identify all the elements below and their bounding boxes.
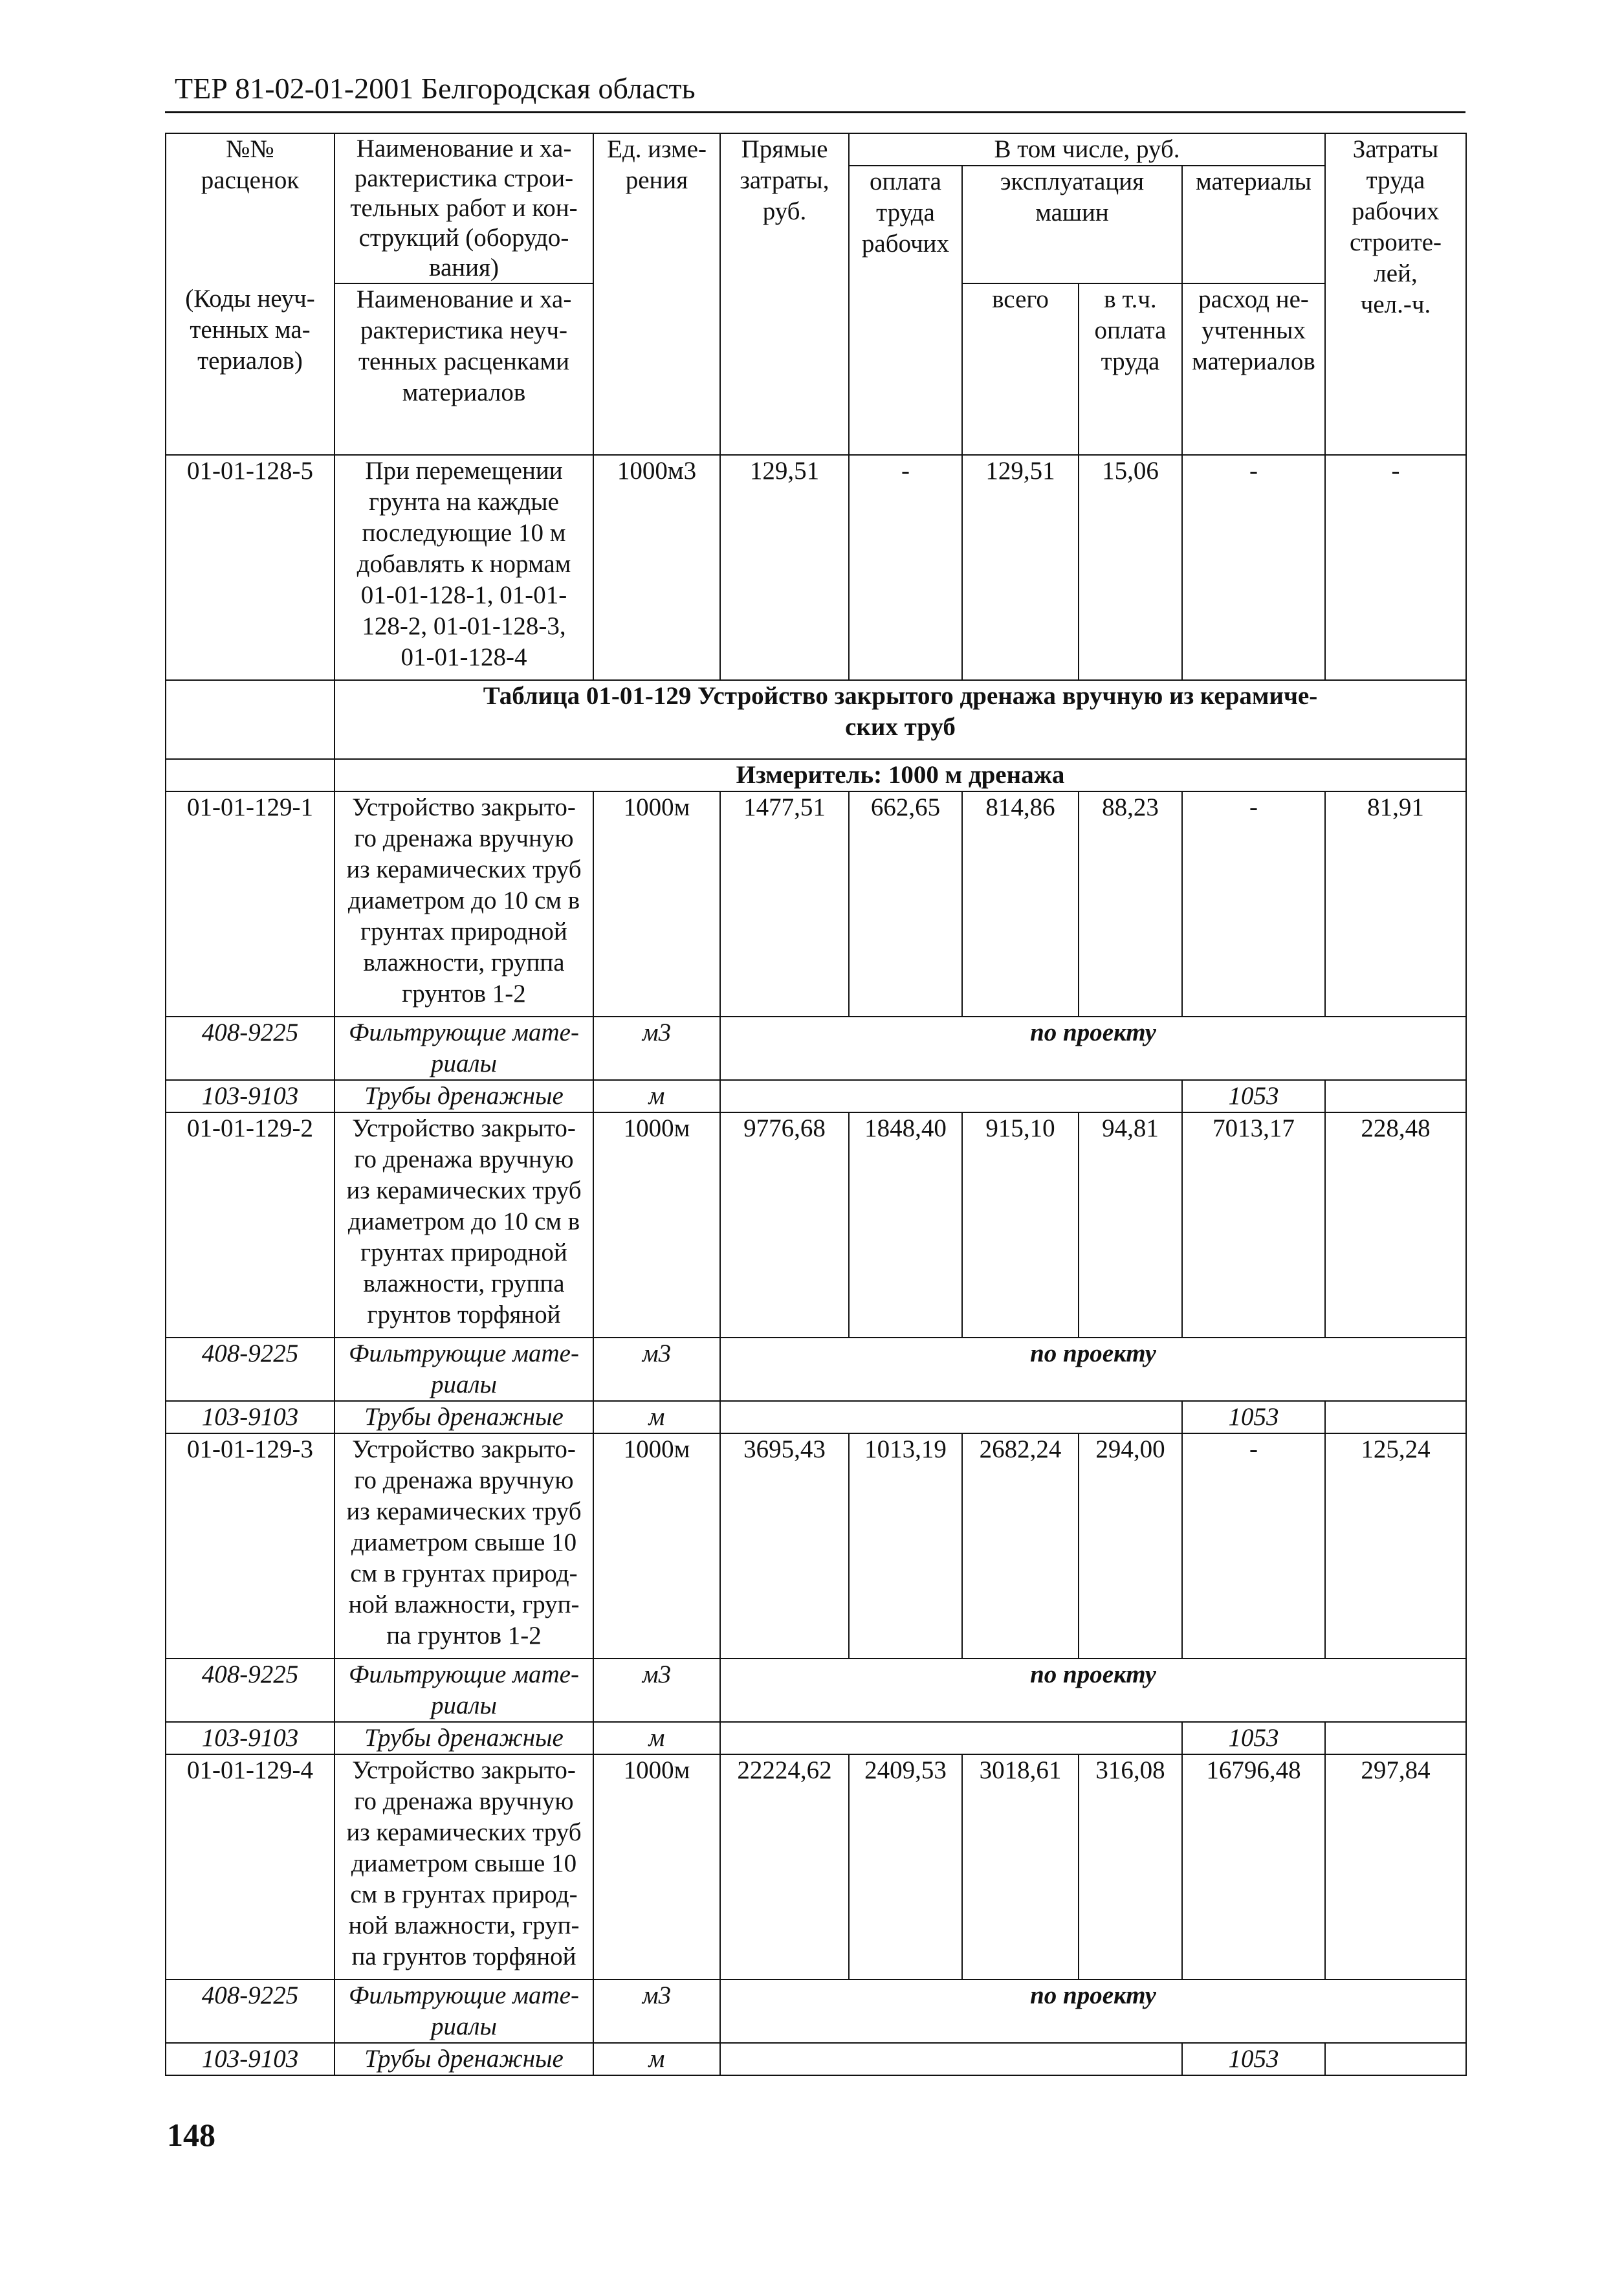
- rate-labor-pay: -: [849, 455, 962, 680]
- header-direct-costs: Прямые затраты, руб.: [720, 133, 849, 455]
- unaccounted-material-row: [166, 1401, 1466, 1433]
- unaccounted-material-row: [166, 1017, 1466, 1080]
- header-unit: Ед. изме- рения: [593, 133, 720, 455]
- rate-materials: -: [1182, 791, 1325, 1017]
- material-code: 103-9103: [166, 1401, 335, 1433]
- rate-row: [166, 791, 1466, 1017]
- rate-name: Устройство закрыто- го дренажа вручную из керамических труб диаметром свыше 10 см в грунтах природ- ной влажности, груп- па грунтов 1-2: [335, 1433, 593, 1659]
- rate-labor-hours: 297,84: [1325, 1754, 1466, 1980]
- rate-machines-total: 814,86: [962, 791, 1079, 1017]
- material-unit: м: [593, 2043, 720, 2075]
- material-code: 103-9103: [166, 2043, 335, 2075]
- unaccounted-material-row: [166, 1659, 1466, 1722]
- rate-unit: 1000м: [593, 791, 720, 1017]
- rate-code: 01-01-129-2: [166, 1112, 335, 1338]
- rate-code: 01-01-129-3: [166, 1433, 335, 1659]
- rate-machines-total: 915,10: [962, 1112, 1079, 1338]
- header-machines-total: всего: [962, 283, 1079, 455]
- material-by-project: по проекту: [720, 1338, 1466, 1401]
- unaccounted-material-row: [166, 1722, 1466, 1754]
- rate-labor-hours: 125,24: [1325, 1433, 1466, 1659]
- rate-labor-pay: 2409,53: [849, 1754, 962, 1980]
- material-code: 408-9225: [166, 1338, 335, 1401]
- rate-name: Устройство закрыто- го дренажа вручную из керамических труб диаметром до 10 см в грунтах природной влажности, группа грунтов 1-2: [335, 791, 593, 1017]
- material-quantity: 1053: [1182, 2043, 1325, 2075]
- rate-unit: 1000м: [593, 1754, 720, 1980]
- rate-labor-pay: 1013,19: [849, 1433, 962, 1659]
- material-quantity: 1053: [1182, 1722, 1325, 1754]
- rate-row: [166, 455, 1466, 680]
- header-name-sub: Наименование и ха- рактеристика неуч- тенных расценками материалов: [335, 283, 593, 455]
- rate-code: 01-01-128-5: [166, 455, 335, 680]
- rate-machines-labor-pay: 316,08: [1079, 1754, 1182, 1980]
- rate-direct-costs: 129,51: [720, 455, 849, 680]
- rate-direct-costs: 22224,62: [720, 1754, 849, 1980]
- material-empty: [720, 1080, 1182, 1112]
- material-by-project: по проекту: [720, 1659, 1466, 1722]
- rate-direct-costs: 3695,43: [720, 1433, 849, 1659]
- material-code: 103-9103: [166, 1080, 335, 1112]
- unaccounted-material-row: [166, 1338, 1466, 1401]
- material-by-project: по проекту: [720, 1017, 1466, 1080]
- material-name: Трубы дренажные: [335, 2043, 593, 2075]
- rate-row: [166, 1112, 1466, 1338]
- rate-machines-labor-pay: 294,00: [1079, 1433, 1182, 1659]
- rate-machines-labor-pay: 88,23: [1079, 791, 1182, 1017]
- unaccounted-material-row: [166, 1080, 1466, 1112]
- material-empty: [720, 1401, 1182, 1433]
- rate-labor-pay: 1848,40: [849, 1112, 962, 1338]
- material-code: 408-9225: [166, 1980, 335, 2043]
- header-machines-labor-pay: в т.ч. оплата труда: [1079, 283, 1182, 455]
- empty-code-cell: [166, 680, 335, 759]
- material-unit: м3: [593, 1017, 720, 1080]
- material-empty: [720, 2043, 1182, 2075]
- material-unit: м3: [593, 1338, 720, 1401]
- header-labor-pay: оплата труда рабочих: [849, 166, 962, 455]
- material-unit: м: [593, 1722, 720, 1754]
- rate-materials: -: [1182, 455, 1325, 680]
- material-name: Трубы дренажные: [335, 1722, 593, 1754]
- rate-materials: 7013,17: [1182, 1112, 1325, 1338]
- rate-unit: 1000м: [593, 1433, 720, 1659]
- material-code: 408-9225: [166, 1659, 335, 1722]
- rate-machines-labor-pay: 15,06: [1079, 455, 1182, 680]
- material-code: 408-9225: [166, 1017, 335, 1080]
- header-machines-group: эксплуатация машин: [962, 166, 1182, 283]
- header-code-sub: (Коды неуч- тенных ма- териалов): [166, 283, 335, 455]
- empty-code-cell: [166, 759, 335, 791]
- header-code: №№ расценок: [166, 133, 335, 283]
- rate-labor-hours: 228,48: [1325, 1112, 1466, 1338]
- material-quantity: 1053: [1182, 1401, 1325, 1433]
- material-name: Фильтрующие мате- риалы: [335, 1338, 593, 1401]
- unaccounted-material-row: [166, 1980, 1466, 2043]
- material-name: Фильтрующие мате- риалы: [335, 1017, 593, 1080]
- rate-materials: -: [1182, 1433, 1325, 1659]
- rate-machines-labor-pay: 94,81: [1079, 1112, 1182, 1338]
- rate-unit: 1000м: [593, 1112, 720, 1338]
- unaccounted-material-row: [166, 2043, 1466, 2075]
- rate-direct-costs: 9776,68: [720, 1112, 849, 1338]
- material-empty: [1325, 2043, 1466, 2075]
- rate-row: [166, 1433, 1466, 1659]
- header-name: Наименование и ха- рактеристика строи- тельных работ и кон- струкций (оборудо- вания): [335, 133, 593, 283]
- material-quantity: 1053: [1182, 1080, 1325, 1112]
- rate-direct-costs: 1477,51: [720, 791, 849, 1017]
- rate-code: 01-01-129-4: [166, 1754, 335, 1980]
- rates-table: [165, 133, 1467, 2076]
- material-name: Трубы дренажные: [335, 1080, 593, 1112]
- rate-name: Устройство закрыто- го дренажа вручную из керамических труб диаметром свыше 10 см в грунтах природ- ной влажности, груп- па грунтов торфяной: [335, 1754, 593, 1980]
- material-unit: м3: [593, 1659, 720, 1722]
- rate-row: [166, 1754, 1466, 1980]
- rate-labor-pay: 662,65: [849, 791, 962, 1017]
- material-code: 103-9103: [166, 1722, 335, 1754]
- table-title-row: [166, 680, 1466, 759]
- header-materials: материалы: [1182, 166, 1325, 283]
- page-number: 148: [167, 2117, 215, 2153]
- table-body: [166, 133, 1466, 2075]
- meter-label: Измеритель: 1000 м дренажа: [335, 759, 1466, 791]
- rate-labor-hours: -: [1325, 455, 1466, 680]
- rate-machines-total: 3018,61: [962, 1754, 1079, 1980]
- rate-machines-total: 2682,24: [962, 1433, 1079, 1659]
- header-rule: [165, 111, 1465, 113]
- rate-name: Устройство закрыто- го дренажа вручную из керамических труб диаметром до 10 см в грунтах природной влажности, группа грунтов торфяной: [335, 1112, 593, 1338]
- material-empty: [1325, 1722, 1466, 1754]
- header-labor-hours: Затраты труда рабочих строите- лей, чел.-ч.: [1325, 133, 1466, 455]
- material-empty: [720, 1722, 1182, 1754]
- header-materials-sub: расход не- учтенных материалов: [1182, 283, 1325, 455]
- material-name: Фильтрующие мате- риалы: [335, 1980, 593, 2043]
- rate-code: 01-01-129-1: [166, 791, 335, 1017]
- material-empty: [1325, 1401, 1466, 1433]
- rate-unit: 1000м3: [593, 455, 720, 680]
- table-title: Таблица 01-01-129 Устройство закрытого дренажа вручную из керамиче- ских труб: [335, 680, 1466, 759]
- rate-materials: 16796,48: [1182, 1754, 1325, 1980]
- material-unit: м: [593, 1080, 720, 1112]
- material-by-project: по проекту: [720, 1980, 1466, 2043]
- header-row: [166, 133, 1466, 166]
- header-including-group: В том числе, руб.: [849, 133, 1325, 166]
- meter-row: [166, 759, 1466, 791]
- rate-name: При перемещении грунта на каждые последующие 10 м добавлять к нормам 01-01-128-1, 01-01- 128-2, 01-01-128-3, 01-01-128-4: [335, 455, 593, 680]
- material-name: Фильтрующие мате- риалы: [335, 1659, 593, 1722]
- rate-labor-hours: 81,91: [1325, 791, 1466, 1017]
- material-name: Трубы дренажные: [335, 1401, 593, 1433]
- running-header: ТЕР 81-02-01-2001 Белгородская область: [175, 72, 696, 105]
- material-unit: м3: [593, 1980, 720, 2043]
- rate-machines-total: 129,51: [962, 455, 1079, 680]
- material-empty: [1325, 1080, 1466, 1112]
- material-unit: м: [593, 1401, 720, 1433]
